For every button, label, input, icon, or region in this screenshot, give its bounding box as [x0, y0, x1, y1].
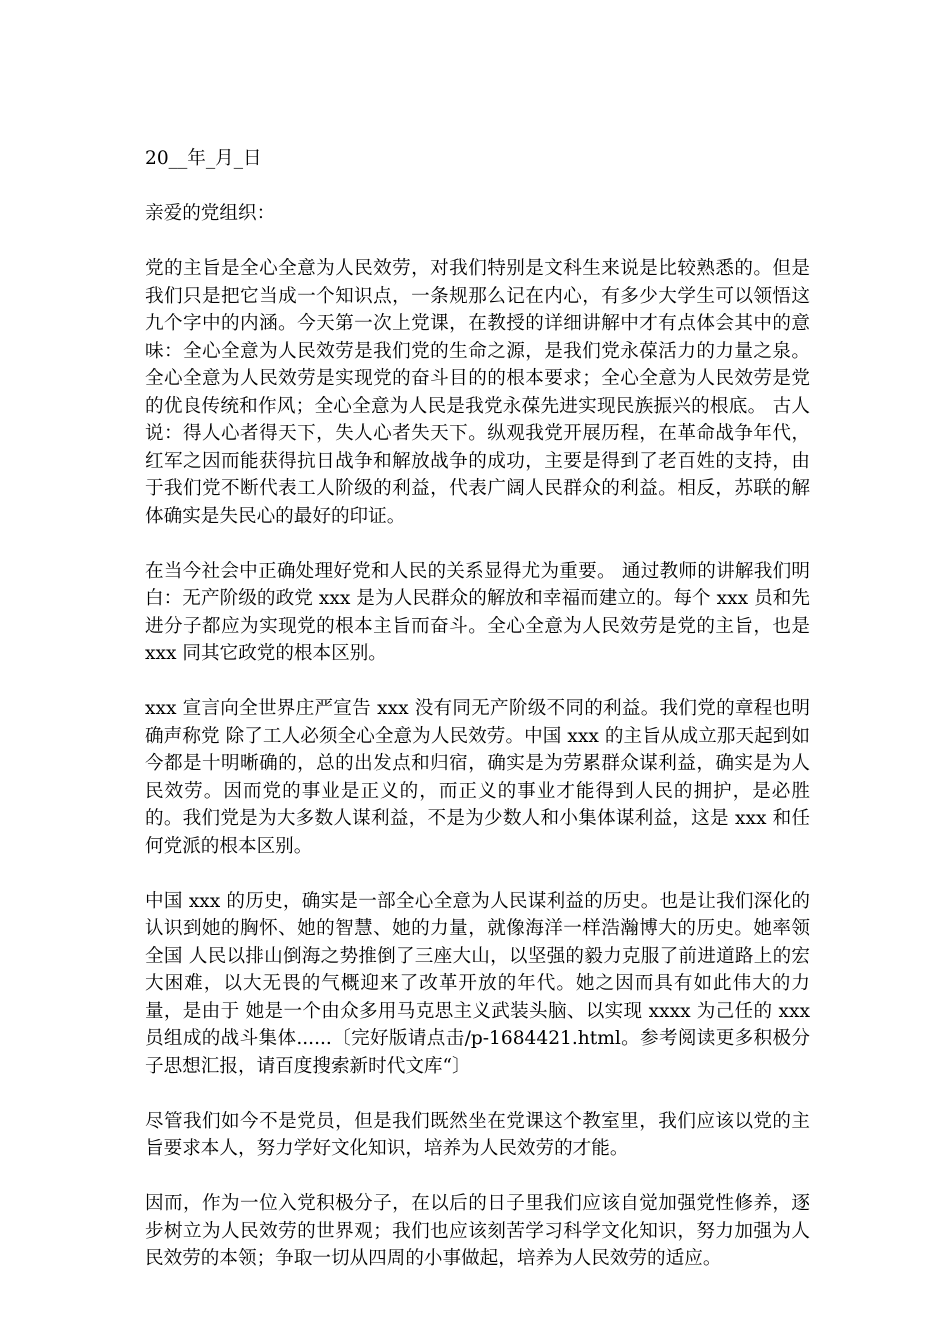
body-paragraph-6: 因而，作为一位入党积极分子，在以后的日子里我们应该自觉加强党性修养，逐步树立为人民效劳的世界观；我们也应该刻苦学习科学文化知识，努力加强为人民效劳的本领；争取一切从四周的小事做起，培养为人民效劳的适应。 — [145, 1193, 810, 1269]
letter-date: 20__年_月_日 — [145, 148, 262, 169]
body-paragraph-4: 中国 xxx 的历史，确实是一部全心全意为人民谋利益的历史。也是让我们深化的认识到她的胸怀、她的智慧、她的力量，就像海洋一样浩瀚博大的历史。她率领全国 人民以排山倒海之势推倒了三座大山，以坚强的毅力克服了前进道路上的宏大困难，以大无畏的气概迎来了改革开放的年代。她之因而具有如此伟大的力量，是由于 她是一个由众多用马克思主义武装头脑、以实现 xxxx 为己任的 xxx 员组成的战斗集体......〔完好版请点击/p-1684421.html。参考阅读更多积极分子思想汇报，请百度搜索新时代文库“〕 — [145, 890, 810, 1077]
body-paragraph-1: 党的主旨是全心全意为人民效劳，对我们特别是文科生来说是比较熟悉的。但是我们只是把它当成一个知识点，一条规那么记在内心，有多少大学生可以领悟这九个字中的内涵。今天第一次上党课，在教授的详细讲解中才有点体会其中的意味：全心全意为人民效劳是我们党的生命之源，是我们党永葆活力的力量之泉。全心全意为人民效劳是实现党的奋斗目的的根本要求；全心全意为人民效劳是党的优良传统和作风；全心全意为人民是我党永葆先进实现民族振兴的根底。 古人说：得人心者得天下，失人心者失天下。纵观我党开展历程，在革命战争年代，红军之因而能获得抗日战争和解放战争的成功，主要是得到了老百姓的支持，由于我们党不断代表工人阶级的利益，代表广阔人民群众的利益。相反，苏联的解体确实是失民心的最好的印证。 — [145, 258, 810, 527]
letter-salutation: 亲爱的党组织： — [145, 203, 276, 224]
body-paragraph-3: xxx 宣言向全世界庄严宣告 xxx 没有同无产阶级不同的利益。我们党的章程也明确声称党 除了工人必须全心全意为人民效劳。中国 xxx 的主旨从成立那天起到如今都是十明晰确的，总的出发点和归宿，确实是为劳累群众谋利益，确实是为人民效劳。因而党的事业是正义的，而正义的事业才能得到人民的拥护，是必胜的。我们党是为大多数人谋利益，不是为少数人和小集体谋利益，这是 xxx 和任何党派的根本区别。 — [145, 698, 810, 857]
document-page — [145, 145, 810, 1300]
body-paragraph-2: 在当今社会中正确处理好党和人民的关系显得尤为重要。 通过教师的讲解我们明白：无产阶级的政党 xxx 是为人民群众的解放和幸福而建立的。每个 xxx 员和先进分子都应为实现党的根本主旨而奋斗。全心全意为人民效劳是党的主旨，也是 xxx 同其它政党的根本区别。 — [145, 560, 810, 664]
body-paragraph-5: 尽管我们如今不是党员，但是我们既然坐在党课这个教室里，我们应该以党的主旨要求本人，努力学好文化知识，培养为人民效劳的才能。 — [145, 1110, 810, 1159]
